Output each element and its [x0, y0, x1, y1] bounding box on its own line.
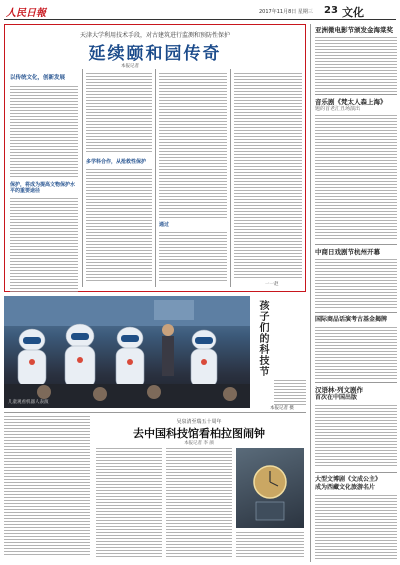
sidebar-article-subtitle: 首次在中国出版	[315, 394, 358, 401]
photo-caption-text	[274, 380, 306, 406]
newspaper-logo: 人民日報	[6, 8, 46, 19]
photo-caption-vertical: 孩子们的科技节	[257, 300, 268, 377]
lead-title: 延续颐和园传奇	[88, 44, 222, 64]
lower-story-rule	[4, 412, 306, 413]
sidebar-article	[315, 26, 397, 95]
sidebar-article-body	[315, 405, 397, 467]
sidebar-article-body	[315, 37, 397, 95]
lead-text-block	[10, 198, 78, 294]
lead-text-block	[234, 73, 302, 279]
sidebar-article	[315, 248, 397, 309]
sidebar-article-subtitle: 成为西藏文化旅游名片	[315, 484, 376, 491]
sidebar-article-title: 中商日戏剧节杭州开幕	[315, 248, 380, 256]
sidebar-divider	[315, 244, 397, 245]
masthead	[6, 4, 394, 18]
main-photo	[4, 296, 250, 408]
lower-photo	[236, 448, 304, 528]
lead-kicker: 天津大学利用技术手段，对古建筑进行监测和预防性保护	[79, 32, 230, 39]
sidebar-divider	[315, 382, 397, 383]
lead-subhead-3: 多学科合作，从抢救性保护	[86, 159, 147, 165]
lower-text-block	[4, 416, 90, 556]
page-number: 23	[324, 5, 338, 16]
lower-story	[4, 414, 306, 562]
sidebar-article	[315, 476, 397, 559]
sidebar-article-body	[315, 327, 397, 379]
lower-text-block	[96, 448, 162, 558]
sidebar-article-title: 大型文博剧《文成公主》	[315, 476, 382, 483]
sidebar-article-subtitle: 题的首老汇丑场演出	[315, 106, 361, 112]
sidebar	[310, 24, 396, 562]
lower-kicker: 吴泉清至瑞五十周年	[176, 419, 222, 425]
sidebar-article	[315, 386, 397, 467]
sidebar-article-body	[315, 115, 397, 239]
lower-title: 去中国科技馆看柏拉图闹钟	[133, 427, 265, 440]
lead-col-1	[10, 69, 78, 287]
sidebar-article-title: 亚洲微电影节颁发金海棠奖	[315, 26, 393, 34]
lower-text-block	[236, 532, 304, 558]
lead-footer-byline: 一一赵	[265, 282, 279, 287]
sidebar-article-title: 国际商品话演考古基金揭牌	[315, 316, 388, 323]
lead-text-block	[86, 169, 152, 283]
sidebar-article	[315, 316, 397, 379]
lead-subhead-4: 通过	[159, 222, 170, 228]
sidebar-article-body	[315, 259, 397, 309]
sidebar-divider	[315, 312, 397, 313]
photo-caption: 儿童观看机器人表演	[8, 400, 49, 405]
lead-text-block	[159, 73, 227, 218]
clock-exhibit-illustration	[236, 448, 304, 528]
photo-credit: 本报记者 摄	[270, 406, 294, 411]
lower-byline: 本报记者 李 颜	[184, 441, 214, 446]
lead-subhead-2: 保护，将成为提高文物保护水平的重要途径	[10, 182, 76, 194]
section-name: 文化	[342, 6, 364, 19]
robot-figures-illustration	[4, 296, 250, 408]
lead-col-3	[155, 69, 227, 287]
lead-subhead-1: 以传统文化，创新发展	[10, 75, 66, 81]
lead-byline: 本报记者	[121, 64, 139, 69]
lead-col-4	[230, 69, 302, 287]
lead-story	[4, 24, 306, 292]
lower-text-block	[166, 448, 232, 558]
lead-text-block	[159, 232, 227, 282]
masthead-rule	[4, 19, 396, 20]
sidebar-article-title: 汉语林·列文剧作	[315, 386, 363, 394]
lead-text-block	[86, 73, 152, 153]
lead-text-block	[10, 86, 78, 178]
lower-col-1	[4, 416, 90, 556]
page-date: 2017年11月8日 星期三	[259, 9, 313, 15]
sidebar-article-body	[315, 495, 397, 559]
sidebar-article	[315, 98, 397, 239]
sidebar-divider	[315, 472, 397, 473]
lead-col-2	[82, 69, 152, 287]
sidebar-divider	[315, 94, 397, 95]
sidebar-article-title: 音乐剧《梵太人森上海》	[315, 98, 387, 106]
